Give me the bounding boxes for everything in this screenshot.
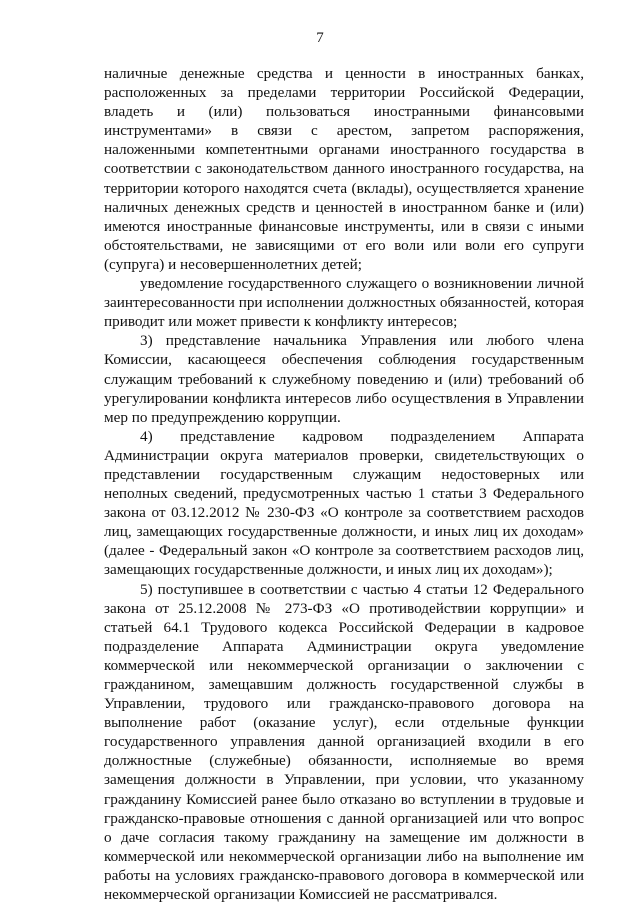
page-number: 7 <box>316 30 324 46</box>
paragraph-item-3: 3) представление начальника Управления или любого члена Комиссии, касающееся обеспечения соблюдения государственным служащим требований к служебному поведению и (или) требований об урегулировании конфликта интересов либо осуществления в Управлении мер по предупреждению коррупции. <box>104 332 584 426</box>
paragraph-conflict-notice: уведомление государственного служащего о возникновении личной заинтересованности при исполнении должностных обязанностей, которая приводит или может привести к конфликту интересов; <box>104 275 584 331</box>
document-body <box>104 64 584 904</box>
paragraph-item-4: 4) представление кадровом подразделением Аппарата Администрации округа материалов проверки, свидетельствующих о представлении государственным служащим недостоверных или неполных сведений, предусмотренных частью 1 статьи 3 Федерального закона от 03.12.2012 № 230-ФЗ «О контроле за соответствием расходов лиц, замещающих государственные должности, и иных лиц их доходам» (далее - Федеральный закон «О контроле за соответствием расходов лиц, замещающих государственные должности, и иных лиц их доходам»); <box>104 427 584 579</box>
paragraph-item-5: 5) поступившее в соответствии с частью 4 статьи 12 Федерального закона от 25.12.2008 № 273-ФЗ «О противодействии коррупции» и статьей 64.1 Трудового кодекса Российской Федерации в кадровое подразделение Аппарата Администрации округа уведомление коммерческой или некоммерческой организации о заключении с гражданином, замещавшим должность государственной службы в Управлении, трудового или гражданско-правового договора на выполнение работ (оказание услуг), если отдельные функции государственного управления данной организацией входили в его должностные (служебные) обязанности, исполняемые во время замещения должности в Управлении, при условии, что указанному гражданину Комиссией ранее было отказано во вступлении в трудовые и гражданско-правовые отношения с данной организацией или что вопрос о даче согласия такому гражданину на замещение им должности в коммерческой или некоммерческой организации либо на выполнение им работы на условиях гражданско-правового договора в коммерческой или некоммерческой организации Комиссией не рассматривался. <box>104 580 584 904</box>
paragraph-continuation: наличные денежные средства и ценности в иностранных банках, расположенных за пределами территории Российской Федерации, владеть и (или) пользоваться иностранными финансовыми инструментами» в связи с арестом, запретом распоряжения, наложенными компетентными органами иностранного государства в соответствии с законодательством данного иностранного государства, на территории которого находятся счета (вклады), осуществляется хранение наличных денежных средств и ценностей в иностранном банке и (или) имеются иностранные финансовые инструменты, или в связи с иными обстоятельствами, не зависящими от его воли или воли его супруги (супруга) и несовершеннолетних детей; <box>104 65 584 273</box>
